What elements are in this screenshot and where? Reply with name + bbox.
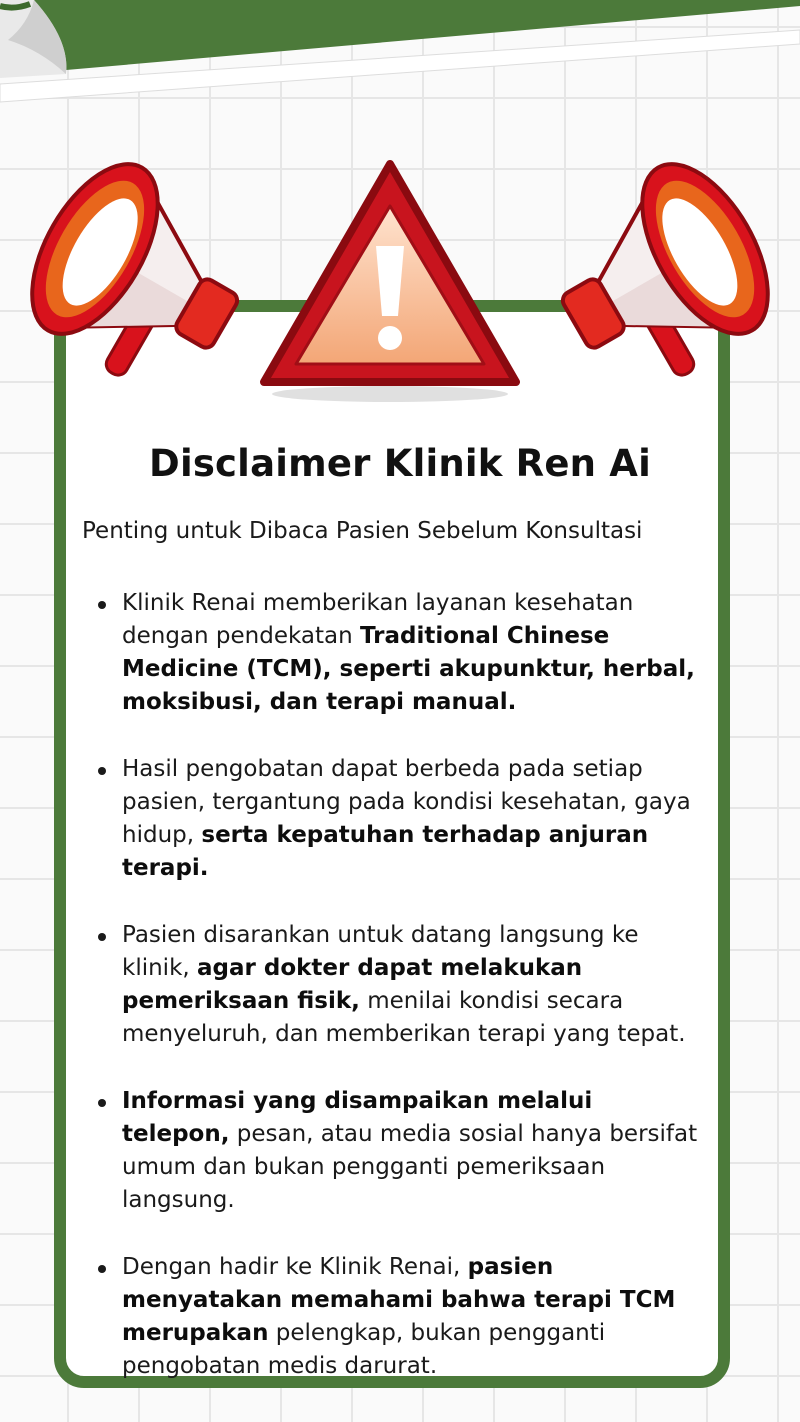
list-item: Dengan hadir ke Klinik Renai, pasien menyatakan memahami bahwa terapi TCM merupakan pelengkap, bukan pengganti pengobatan medis darurat. [88, 1251, 700, 1383]
warning-triangle-icon [250, 150, 530, 410]
list-item: Informasi yang disampaikan melalui telepon, pesan, atau media sosial hanya bersifat umum dan bukan pengganti pemeriksaan langsung. [88, 1085, 700, 1217]
list-item: Klinik Renai memberikan layanan kesehatan dengan pendekatan Traditional Chinese Medicine (TCM), seperti akupunktur, herbal, moksibusi, dan terapi manual. [88, 587, 700, 719]
subtitle: Penting untuk Dibaca Pasien Sebelum Konsultasi [82, 518, 643, 544]
disclaimer-list [88, 587, 700, 1417]
page-title: Disclaimer Klinik Ren Ai [149, 442, 651, 485]
list-item: Hasil pengobatan dapat berbeda pada setiap pasien, tergantung pada kondisi kesehatan, gaya hidup, serta kepatuhan terhadap anjuran terapi. [88, 753, 700, 885]
list-item: Pasien disarankan untuk datang langsung ke klinik, agar dokter dapat melakukan pemeriksaan fisik, menilai kondisi secara menyeluruh, dan memberikan terapi yang tepat. [88, 919, 700, 1051]
megaphone-right-icon [540, 140, 780, 410]
top-banner [0, 0, 800, 120]
megaphone-left-icon [20, 140, 260, 410]
